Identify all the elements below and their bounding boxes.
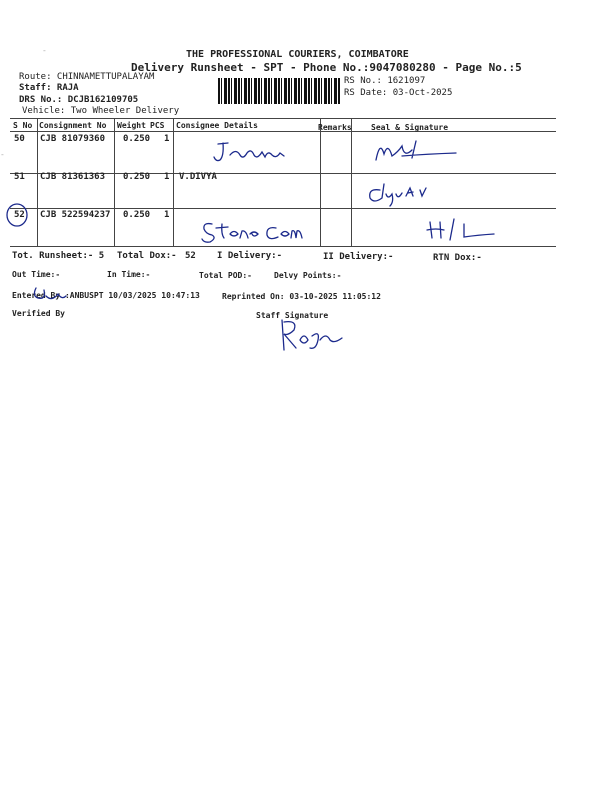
column-divider: [173, 118, 174, 246]
reprinted-on: Reprinted On: 03-10-2025 11:05:12: [222, 292, 381, 301]
route-label: Route: CHINNAMETTUPALAYAM: [19, 72, 155, 82]
handwritten-name-jeeva: [210, 138, 290, 168]
signature-row-50: [372, 136, 462, 166]
company-title: THE PROFESSIONAL COURIERS, COIMBATORE: [186, 49, 409, 60]
row-pcs: 1: [164, 172, 170, 182]
rs-date: RS Date: 03-Oct-2025: [344, 88, 453, 98]
rtn-dox: RTN Dox:-: [433, 253, 482, 263]
signature-row-51: [366, 180, 436, 208]
entered-by-initials: [30, 282, 70, 304]
row-pcs: 1: [164, 210, 170, 220]
total-dox-label: Total Dox:-: [117, 251, 177, 261]
row-sno: 51: [14, 172, 25, 182]
column-header-signature: Seal & Signature: [371, 123, 449, 132]
drs-number: DRS No.: DCJB162109705: [19, 95, 139, 105]
total-pod: Total POD:-: [199, 271, 252, 280]
row-consignee: V.DIVYA: [179, 172, 217, 182]
staff-signature-label: Staff Signature: [256, 311, 329, 320]
row-consignment: CJB 81079360: [40, 134, 106, 144]
row-pcs: 1: [164, 134, 170, 144]
row-sno: 50: [14, 134, 25, 144]
row-sno: 52: [14, 210, 25, 220]
table-top-rule: [10, 118, 556, 119]
row-weight: 0.250: [123, 172, 151, 182]
staff-label: Staff: RAJA: [19, 83, 79, 93]
tot-runsheet: Tot. Runsheet:- 5: [12, 251, 105, 261]
column-header-sno: S No: [13, 121, 33, 130]
column-header-pcs: PCS: [150, 121, 165, 130]
rs-number: RS No.: 1621097: [344, 76, 426, 86]
row-consignment: CJB 522594237: [40, 210, 111, 220]
column-divider: [37, 118, 38, 246]
row-weight: 0.250: [123, 210, 151, 220]
column-header-consignment: Consignment No: [39, 121, 107, 130]
row-weight: 0.250: [123, 134, 151, 144]
verified-by: Verified By: [12, 309, 65, 318]
row-consignment: CJB 81361363: [40, 172, 106, 182]
column-divider: [114, 118, 115, 246]
runsheet-subtitle: Delivery Runsheet - SPT - Phone No.:9047080280 - Page No.:5: [131, 61, 522, 74]
column-divider: [351, 118, 352, 246]
barcode: [218, 78, 340, 104]
column-header-consignee: Consignee Details: [176, 121, 258, 130]
row-divider: [10, 208, 556, 209]
column-header-remarks: Remarks: [318, 123, 352, 132]
handwritten-circle: [4, 200, 34, 230]
i-delivery: I Delivery:-: [217, 251, 283, 261]
in-time: In Time:-: [107, 270, 151, 279]
staff-signature: [276, 316, 346, 356]
table-header-rule: [10, 131, 556, 132]
scan-speck: -: [0, 150, 5, 159]
out-time: Out Time:-: [12, 270, 61, 279]
scan-speck: -: [42, 46, 47, 55]
handwritten-name-stone-com: [198, 216, 308, 248]
column-header-weight: Weight: [117, 121, 146, 130]
ii-delivery: II Delivery:-: [323, 252, 394, 262]
entered-by: Entered By :ANBUSPT 10/03/2025 10:47:13: [12, 291, 200, 300]
total-dox-value: 52: [185, 251, 196, 261]
delvy-points: Delvy Points:-: [274, 271, 342, 280]
signature-row-52: [424, 216, 500, 244]
vehicle-label: Vehicle: Two Wheeler Delivery: [22, 106, 180, 116]
column-divider: [320, 118, 321, 246]
